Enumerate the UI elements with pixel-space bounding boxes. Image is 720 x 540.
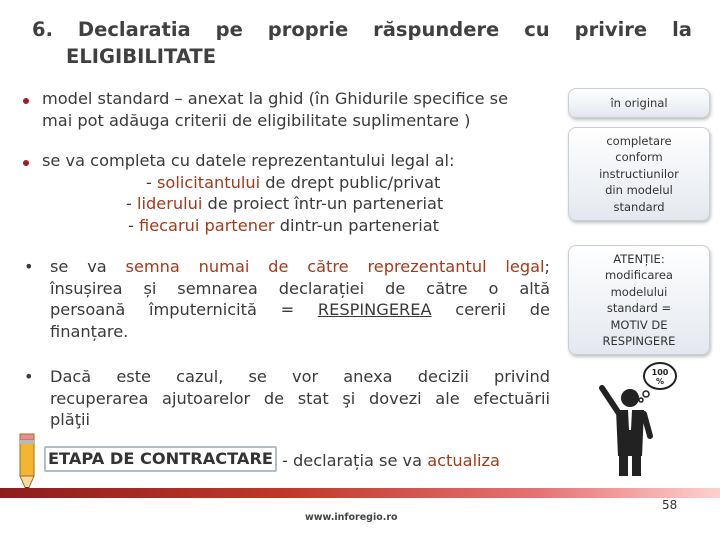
bullet-3 [50,256,550,342]
bullet-2-line1: se va completa cu datele reprezentantului legal al: [42,151,455,170]
title-word: la [672,18,692,41]
sub-dash: - [128,215,139,235]
bullet-3-line3 [50,299,550,321]
sub-dash: - [126,194,137,213]
title-number: 6. [32,18,53,41]
sub2-highlight: liderului [137,194,203,213]
side-note-text: ATENȚIE: modificarea modelului standard = MOTIV DE RESPINGERE [602,251,676,348]
sub-dash: - [146,172,157,192]
bullet-2-sub3 [42,215,562,237]
sub1-rest: de drept public/privat [260,172,441,192]
b3-line3-post: cererii de [431,300,550,319]
bullet-dot [23,98,29,104]
side-note-text: completare conform instructiunilor din modelul standard [599,133,679,214]
bullet-1-line1: model standard – anexat la ghid (în Ghidurile specifice se [42,89,509,108]
side-note-original [568,88,710,118]
title-line2: ELIGIBILITATE [66,45,217,68]
bullet-3-line1 [50,256,550,278]
title-word: proprie [267,18,349,41]
side-note-text: în original [610,95,668,110]
bubble-text: 100 [651,368,669,377]
b3-line3-pre: persoană împuternicită = [50,300,318,319]
sub3-highlight: fiecarui partener [139,215,275,235]
bullet-3-line2: însușirea și semnarea declarației de către o altă [50,278,550,298]
businessman-illustration [590,360,700,480]
b3-semicolon: ; [544,257,551,276]
side-note-completare [568,127,710,221]
pencil-icon [14,430,42,496]
etapa-contractare-box: ETAPA DE CONTRACTARE [44,446,277,472]
footer-bar [0,488,720,498]
bullet-1-line2: mai pot adăuga criterii de eligibilitate suplimentare ) [42,110,471,130]
b3-text: se va [50,257,126,276]
side-note-atentie [568,245,710,355]
sub2-rest: de proiect într-un parteneriat [202,194,444,213]
footer-url: www.inforegio.ro [305,512,398,523]
bullet-2-sub2 [42,193,562,215]
bullet-4-line2: recuperarea ajutoarelor de stat şi dovezi ale efectuării [50,388,550,408]
bullet-4 [50,366,550,431]
slide-title [32,16,692,70]
title-word: cu [524,18,550,41]
svg-text:%: % [655,377,665,386]
sub3-rest: dintr-un parteneriat [274,215,440,235]
sub1-highlight: solicitantului [157,172,261,192]
etapa-highlight: actualiza [427,451,500,470]
etapa-text: - declarația se va [282,451,428,470]
page-number: 58 [662,498,678,512]
bullet-dot [23,160,29,166]
title-word: privire [574,18,648,41]
bullet-3-line4: finanțare. [50,321,129,341]
title-word: pe [215,18,243,41]
bullet-4-line1: Dacă este cazul, se vor anexa decizii privind [50,367,550,386]
bullet-marker: • [24,367,34,386]
bullet-1 [42,88,562,131]
b3-underlined: RESPINGEREA [317,300,432,319]
bullet-2-sub1 [42,172,562,194]
title-word: răspundere [373,18,500,41]
bullet-4-line3: plăţii [50,410,91,429]
bullet-marker: • [24,257,34,276]
title-word: Declaratia [77,18,191,41]
etapa-rest [282,450,500,472]
b3-highlight: semna numai de către reprezentantul legal [125,257,545,276]
bullet-2 [42,150,562,236]
